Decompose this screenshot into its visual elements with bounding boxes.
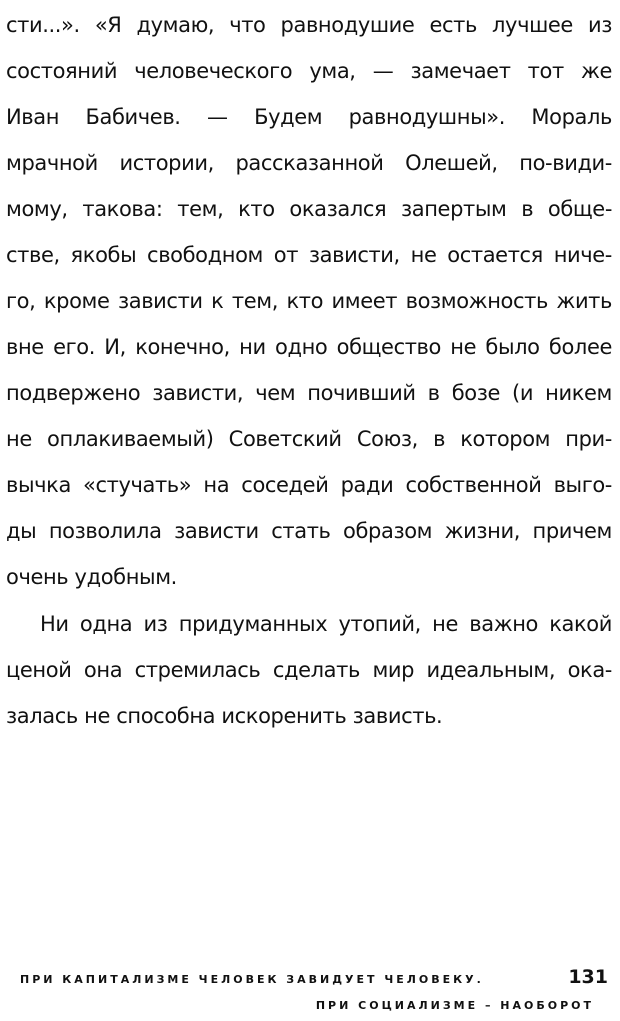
text-line: мрачной истории, рассказанной Олешей, по-види- (6, 151, 612, 175)
text-line: ценой она стремилась сделать мир идеальным, ока- (6, 658, 612, 682)
text-line: стве, якобы свободном от зависти, не остается ниче- (6, 243, 612, 267)
page-number: 131 (568, 966, 608, 988)
text-line: залась не способна искоренить зависть. (6, 704, 443, 728)
running-footer-line-1: ПРИ КАПИТАЛИЗМЕ ЧЕЛОВЕК ЗАВИДУЕТ ЧЕЛОВЕКУ. (20, 973, 484, 986)
text-line: мому, такова: тем, кто оказался запертым в обще- (6, 197, 612, 221)
text-line: вне его. И, конечно, ни одно общество не было более (6, 335, 612, 359)
text-line: ды позволила зависти стать образом жизни, причем (6, 519, 612, 543)
text-line: сти...». «Я думаю, что равнодушие есть лучшее из (6, 13, 612, 37)
text-line: состояний человеческого ума, — замечает тот же (6, 59, 612, 83)
text-line: не оплакиваемый) Советский Союз, в котором при- (6, 427, 612, 451)
text-line: Ни одна из придуманных утопий, не важно какой (40, 612, 612, 636)
running-footer-line-2: ПРИ СОЦИАЛИЗМЕ – НАОБОРОТ (315, 999, 594, 1012)
text-line: очень удобным. (6, 565, 177, 589)
text-line: Иван Бабичев. — Будем равнодушны». Мораль (6, 105, 612, 129)
text-line: го, кроме зависти к тем, кто имеет возможность жить (6, 289, 612, 313)
text-line: вычка «стучать» на соседей ради собственной выго- (6, 473, 612, 497)
text-line: подвержено зависти, чем почивший в бозе (и никем (6, 381, 612, 405)
